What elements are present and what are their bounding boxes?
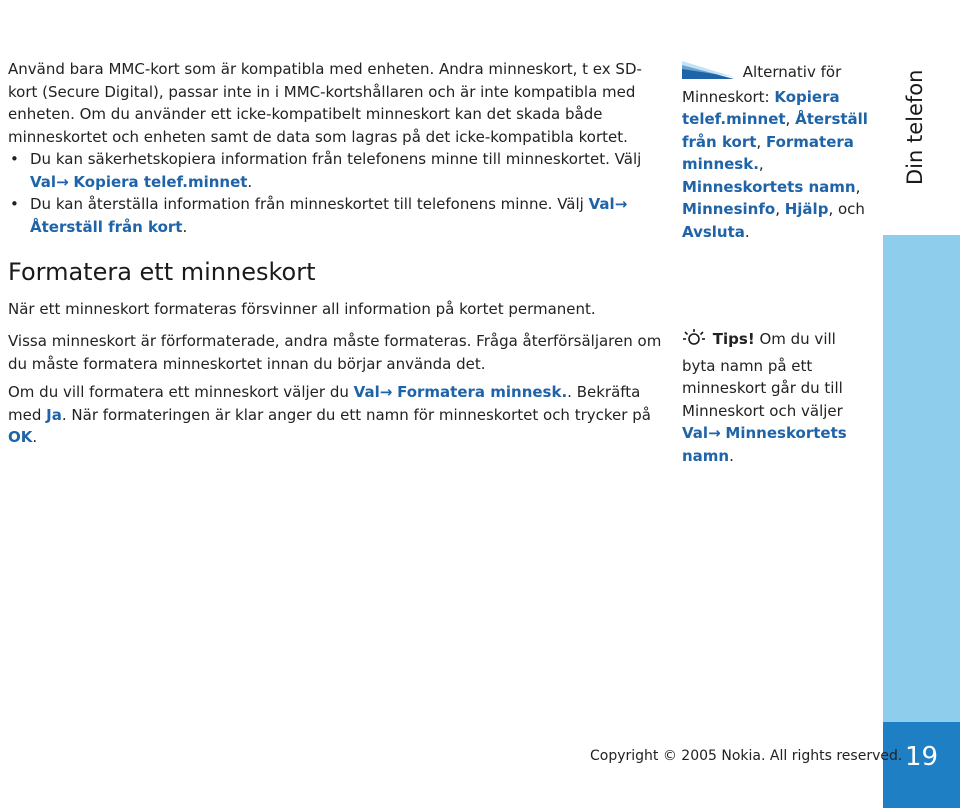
list-item: • Du kan återställa information från minneskortet till telefonens minne. Välj Val→ Återställ från kort.	[10, 195, 628, 236]
option-item: Minneskortets namn	[682, 177, 856, 196]
option-item: Hjälp	[784, 200, 829, 218]
bullet-text: Du kan återställa information från minneskortet till telefonens minne. Välj	[30, 195, 584, 213]
tips-text: Om du vill byta namn på ett minneskort går du till Minneskort och väljer	[682, 330, 843, 420]
lightbulb-icon	[682, 328, 706, 355]
menu-val: Val	[682, 424, 709, 442]
menu-command: Formatera minnesk.	[397, 383, 568, 401]
bullet-icon: •	[10, 195, 19, 213]
menu-ja: Ja	[46, 405, 62, 424]
option-item: Minnesinfo	[682, 200, 776, 218]
arrow-icon: →	[614, 195, 628, 213]
intro-paragraph: Använd bara MMC-kort som är kompatibla med enheten. Andra minneskort, t ex SD-kort (Secure Digital), passar inte in i MMC-kortshållaren och är inte kompatibla med enheten. Om du använder ett icke-kompatibelt minneskort kan det skada både minneskortet och enheten samt de data som lagras på det icke-kompatibla kortet.	[8, 60, 642, 146]
page-number: 19	[904, 742, 939, 772]
intro-block	[8, 58, 668, 238]
tips-label: Tips!	[712, 330, 755, 348]
bullet-list	[8, 148, 668, 238]
options-title: Alternativ för Minneskort:	[682, 63, 842, 106]
arrow-icon: →	[379, 383, 393, 401]
arrow-icon: →	[708, 424, 721, 442]
chapter-tab-label: Din telefon	[903, 69, 927, 185]
option-item: Kopiera telef.minnet	[682, 87, 840, 128]
menu-val: Val	[353, 383, 380, 401]
section-heading: Formatera ett minneskort	[8, 258, 316, 286]
menu-val: Val	[30, 172, 57, 191]
menu-command: Minneskortets namn	[682, 424, 847, 465]
section-paragraph: Vissa minneskort är förformaterade, andra måste formateras. Fråga återförsäljaren om du måste formatera minneskortet innan du börjar använda det.	[8, 332, 662, 373]
option-item: Formatera minnesk.	[682, 132, 854, 173]
options-icon	[682, 61, 734, 86]
menu-ok: OK	[8, 428, 33, 446]
menu-command: Återställ från kort	[30, 217, 183, 236]
section-paragraph: När ett minneskort formateras försvinner all information på kortet permanent.	[8, 300, 596, 318]
sidebar-tip: Tips! Om du vill byta namn på ett minneskort går du till Minneskort och väljer Val→ Minneskortets namn.	[682, 330, 847, 465]
option-item: Återställ från kort	[682, 110, 868, 151]
menu-command: Kopiera telef.minnet	[73, 172, 248, 191]
menu-val: Val	[588, 195, 615, 213]
list-item: • Du kan säkerhetskopiera information från telefonens minne till minneskortet. Välj Val→ Kopiera telef.minnet.	[10, 150, 642, 191]
bullet-text: Du kan säkerhetskopiera information från telefonens minne till minneskortet. Välj	[30, 150, 642, 168]
copyright-notice: Copyright © 2005 Nokia. All rights reserved.	[590, 748, 903, 764]
sidebar-options: Alternativ för Minneskort: Kopiera telef.minnet, Återställ från kort, Formatera minnesk., Minneskortets namn, Minnesinfo, Hjälp, och Avsluta.	[682, 63, 868, 241]
option-item: Avsluta	[682, 222, 745, 241]
section-paragraph: Om du vill formatera ett minneskort väljer du Val→ Formatera minnesk.. Bekräfta med Ja. När formateringen är klar anger du ett namn för minneskortet och trycker på OK.	[8, 383, 651, 446]
arrow-icon: →	[56, 172, 69, 191]
bullet-icon: •	[10, 150, 19, 168]
